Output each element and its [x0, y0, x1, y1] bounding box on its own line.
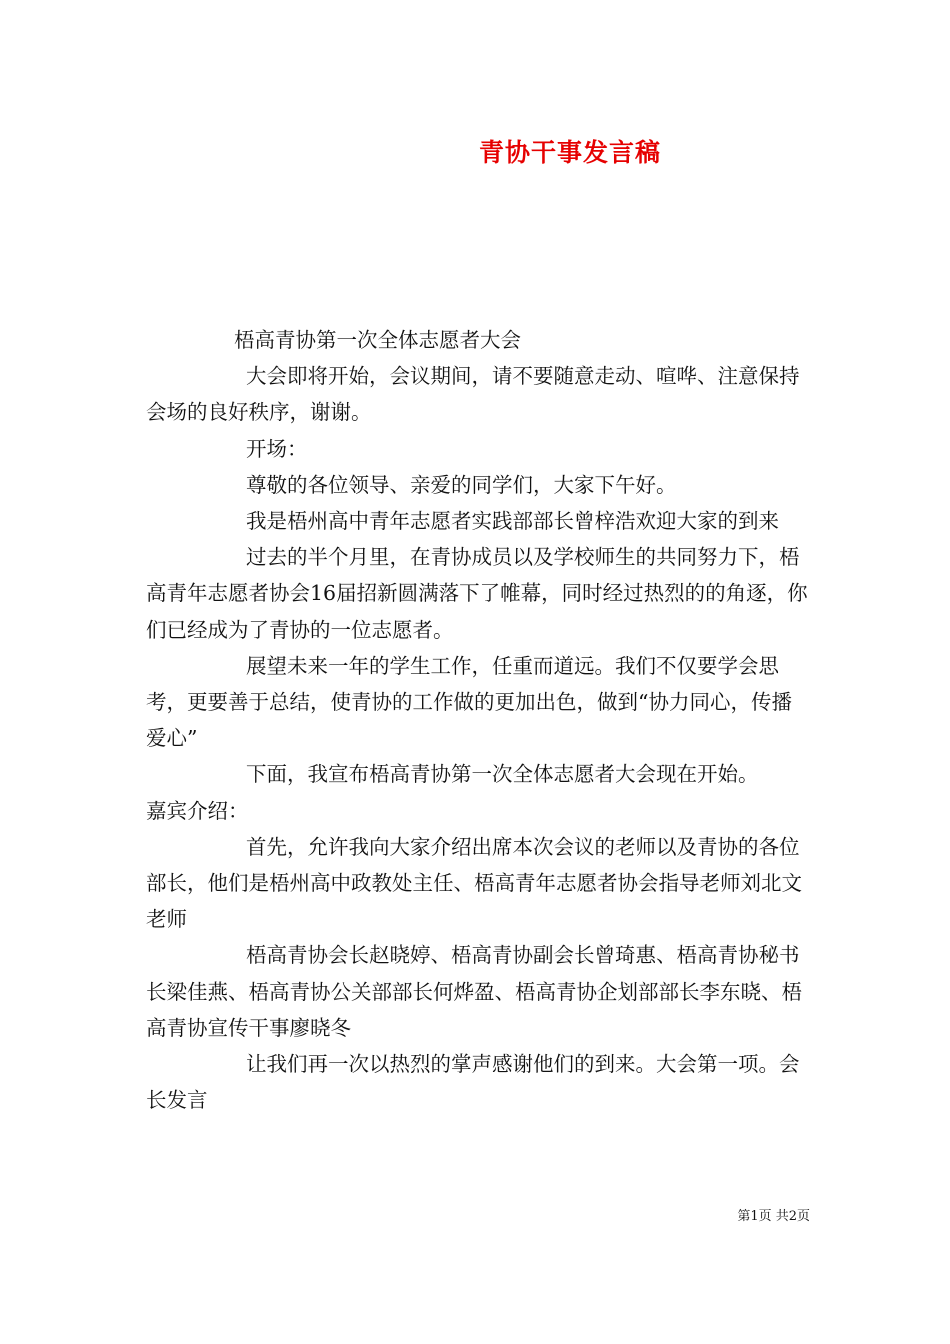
- document-title: 青协干事发言稿: [478, 138, 661, 167]
- paragraph: 大会即将开始，会议期间，请不要随意走动、喧哗、注意保持会场的良好秩序，谢谢。: [146, 364, 800, 425]
- paragraph: 梧高青协会长赵晓婷、梧高青协副会长曾琦惠、梧高青协秘书长梁佳燕、梧高青协公关部部长何烨盈、梧高青协企划部部长李东晓、梧高青协宣传干事廖晓冬: [146, 943, 802, 1040]
- paragraph: 过去的半个月里，在青协成员以及学校师生的共同努力下，梧高青年志愿者协会16届招新圆满落下了帷幕，同时经过热烈的的角逐，你们已经成为了青协的一位志愿者。: [146, 545, 808, 642]
- document-body: [146, 322, 810, 1118]
- paragraph: 展望未来一年的学生工作，任重而道远。我们不仅要学会思考，更要善于总结，使青协的工作做的更加出色，做到“协力同心，传播爱心”: [146, 653, 792, 751]
- paragraph: 让我们再一次以热烈的掌声感谢他们的到来。大会第一项。会长发言: [146, 1052, 800, 1113]
- paragraph: 开场：: [246, 436, 308, 461]
- paragraph: 下面，我宣布梧高青协第一次全体志愿者大会现在开始。: [246, 762, 759, 787]
- paragraph: 尊敬的各位领导、亲爱的同学们，大家下午好。: [246, 472, 677, 497]
- paragraph: 首先，允许我向大家介绍出席本次会议的老师以及青协的各位部长，他们是梧州高中政教处主任、梧高青年志愿者协会指导老师刘北文老师: [146, 834, 802, 932]
- meeting-name: 梧高青协第一次全体志愿者大会: [234, 328, 521, 352]
- page-number: 第1页 共2页: [737, 1209, 810, 1224]
- section-heading: 嘉宾介绍：: [146, 798, 249, 823]
- paragraph: 我是梧州高中青年志愿者实践部部长曾梓浩欢迎大家的到来: [246, 509, 779, 534]
